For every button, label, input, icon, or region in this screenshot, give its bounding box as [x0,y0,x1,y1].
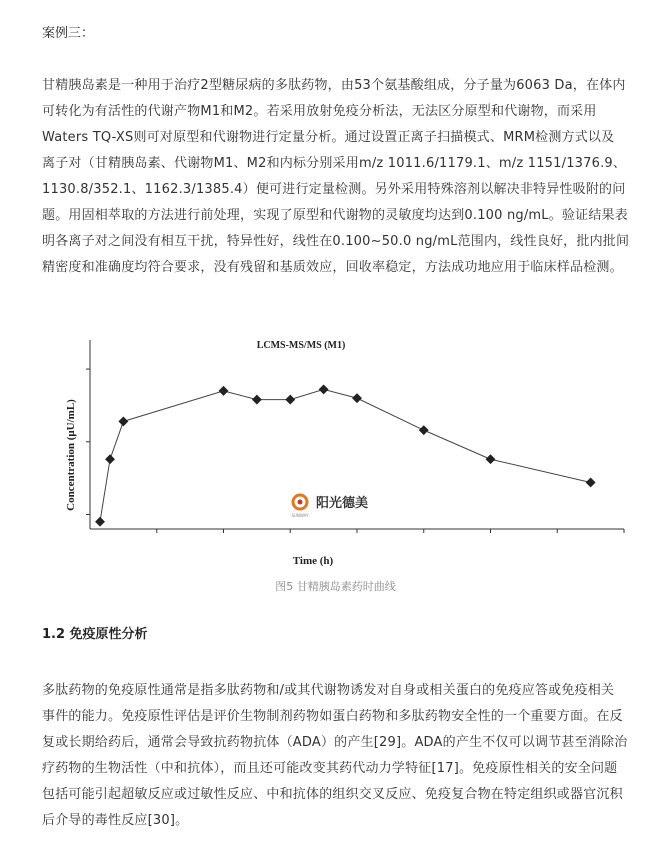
section-title: 1.2 免疫原性分析 [42,627,148,642]
data-point [486,454,496,464]
paragraph-line: 明各离子对之间没有相互干扰，特异性好，线性在0.100~50.0 ng/mL范围内，线性良好，批内批间 [42,234,630,249]
paragraph-line: 复或长期给药后，通常会导致抗药物抗体（ADA）的产生[29]。ADA的产生不仅可以调节甚至消除治 [42,735,628,750]
data-point [285,395,295,405]
paragraph-line: 事件的能力。免疫原性评估是评价生物制剂药物如蛋白药物和多肽药物安全性的一个重要方面。在反 [42,709,623,724]
data-point [352,393,362,403]
pk-line-chart [56,330,636,570]
data-point [252,395,262,405]
data-point [118,416,128,426]
data-point [105,454,115,464]
watermark-logo [291,495,368,518]
figure-caption: 图5 甘精胰岛素药时曲线 [275,580,396,593]
data-point [586,478,596,488]
paragraph-line: 1130.8/352.1、1162.3/1385.4）便可进行定量检测。另外采用特殊溶剂以解决非特异性吸附的问 [42,182,626,197]
data-point [319,384,329,394]
paragraph-line: 可转化为有活性的代谢产物M1和M2。若采用放射免疫分析法，无法区分原型和代谢物，而采用 [42,104,597,119]
data-point [95,517,105,527]
paragraph-line: 多肽药物的免疫原性通常是指多肽药物和/或其代谢物诱发对自身或相关蛋白的免疫应答或免疫相关 [42,683,615,698]
watermark-sub: SUNWAY [291,513,309,518]
x-axis-label: Time (h) [292,555,334,567]
case-heading: 案例三： [42,26,95,41]
watermark-text: 阳光德美 [316,496,369,511]
paragraph-line: 甘精胰岛素是一种用于治疗2型糖尿病的多肽药物，由53个氨基酸组成，分子量为6063 Da，在体内 [42,78,626,93]
intro-paragraph [42,73,644,281]
paragraph-line: 精密度和准确度均符合要求，没有残留和基质效应，回收率稳定，方法成功地应用于临床样品检测。 [42,260,623,275]
paragraph-line: 疗药物的生物活性（中和抗体），而且还可能改变其药代动力学特征[17]。免疫原性相关的安全问题 [42,761,618,776]
immunogenicity-paragraph [42,678,644,834]
y-axis-label: Concentration (μU/mL) [65,399,77,511]
paragraph-line: 包括可能引起超敏反应或过敏性反应、中和抗体的组织交叉反应、免疫复合物在特定组织或器官沉积 [42,787,623,802]
data-point [419,425,429,435]
chart-title: LCMS-MS/MS (M1) [256,340,346,351]
paragraph-line: Waters TQ-XS则可对原型和代谢物进行定量分析。通过设置正离子扫描模式、MRM检测方式以及 [42,130,615,145]
paragraph-line: 后介导的毒性反应[30]。 [42,813,189,828]
data-point [219,386,229,396]
paragraph-line: 离子对（甘精胰岛素、代谢物M1、M2和内标分别采用m/z 1011.6/1179.1、m/z 1151/1376.9、 [42,156,627,171]
paragraph-line: 题。用固相萃取的方法进行前处理，实现了原型和代谢物的灵敏度均达到0.100 ng/mL。验证结果表 [42,208,628,223]
